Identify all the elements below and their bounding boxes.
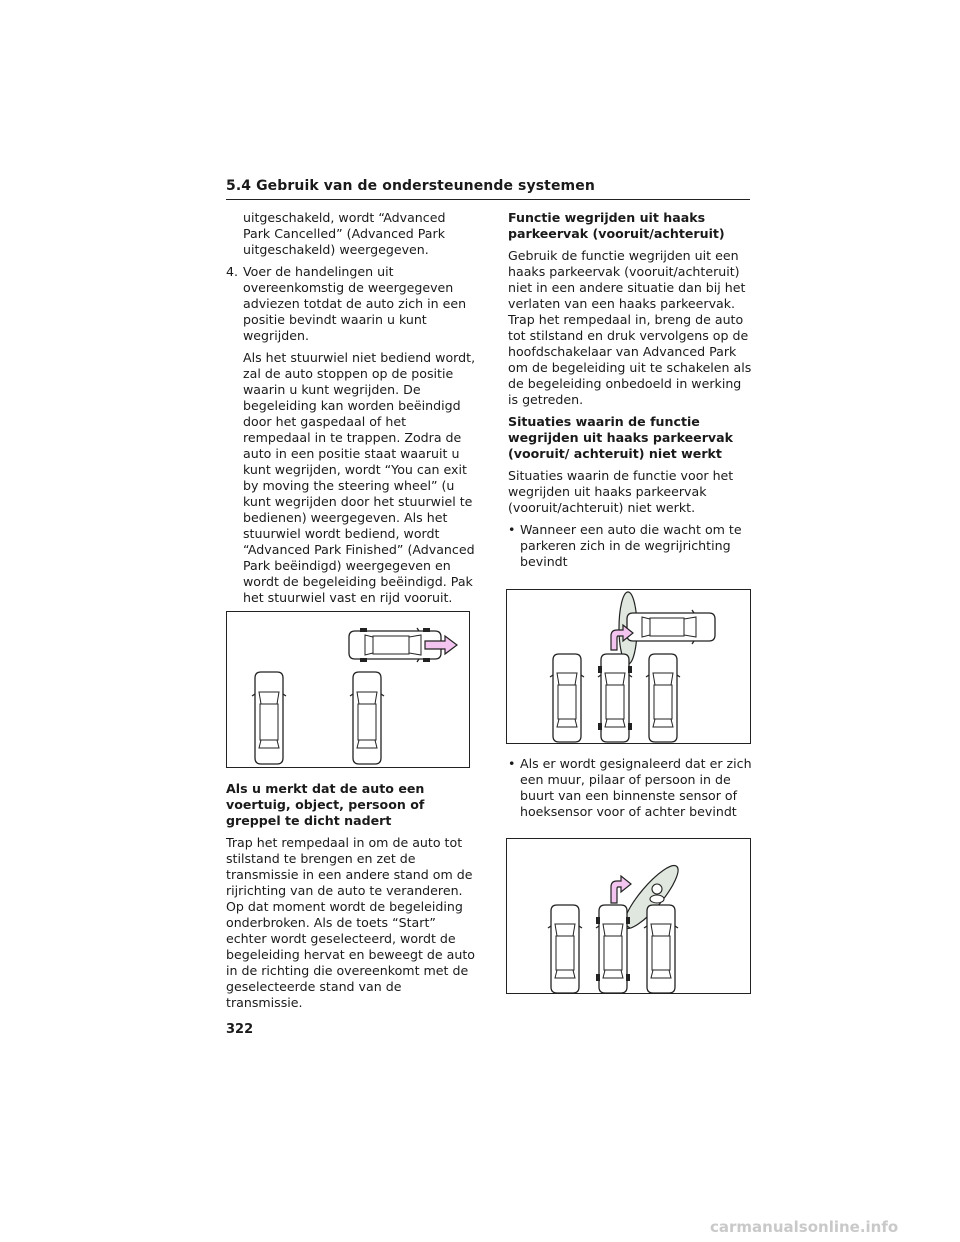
bullet-glyph: • — [508, 756, 516, 771]
left-column-lower — [226, 781, 476, 1017]
right-heading-2: Situaties waarin de functie wegrijden uit haaks parkeervak (vooruit/ achteruit) niet werkt — [508, 414, 733, 461]
step-4-text: Voer de handelingen uit overeenkomstig de weergegeven adviezen totdat de auto zich in een positie bevindt waarin u kunt wegrijden. — [243, 264, 467, 343]
parked-car-left — [252, 672, 286, 764]
direction-arrow — [611, 876, 631, 903]
parked-car-right — [646, 654, 680, 742]
parked-car-left — [550, 654, 584, 742]
bullet-1-text: Wanneer een auto die wacht om te parkeren zich in de wegrijrichting bevindt — [520, 522, 742, 569]
parked-car-own — [598, 654, 632, 742]
figure-sensor-obstacle — [506, 838, 751, 994]
left-paragraph: Trap het rempedaal in om de auto tot stilstand te brengen en zet de transmissie in een andere stand om de rijrichting van de auto te veranderen. Op dat moment wordt de begeleiding onderbroken. Als de toets “Start” echter wordt geselecteerd, wordt de begeleiding hervat en beweegt de auto in de richting die overeenkomt met de geselecteerde stand van de transmissie. — [226, 835, 476, 1010]
left-column — [226, 210, 476, 612]
page-header — [226, 178, 750, 194]
right-column-lower — [508, 756, 753, 826]
section-title: 5.4 Gebruik van de ondersteunende systemen — [226, 178, 595, 194]
watermark: carmanualsonline.info — [710, 1218, 899, 1236]
bullet-item-2 — [508, 756, 753, 820]
bullet-glyph: • — [508, 522, 516, 537]
bullet-2-text: Als er wordt gesignaleerd dat er zich een muur, pilaar of persoon in de buurt van een binnenste sensor of hoeksensor voor of achter bevindt — [520, 756, 752, 819]
step-4-paragraph: Als het stuurwiel niet bediend wordt, zal de auto stoppen op de positie waarin u kunt wegrijden. De begeleiding kan worden beëindigd door het gaspedaal of het rempedaal in te trappen. Zodra de auto in een positie staat waaruit u kunt wegrijden, wordt “You can exit by moving the steering wheel” (u kunt wegrijden door het stuurwiel te bedienen) weergegeven. Als het stuurwiel wordt bediend, wordt “Advanced Park Finished” (Advanced Park beëindigd) weergegeven en wordt de begeleiding beëindigd. Pak het stuurwiel vast en rijd vooruit. — [243, 350, 476, 605]
parked-car-right — [350, 672, 384, 764]
continued-paragraph: uitgeschakeld, wordt “Advanced Park Cancelled” (Advanced Park uitgeschakeld) weergegeven. — [243, 210, 446, 257]
parked-car-own — [596, 905, 630, 993]
parked-car-left — [548, 905, 582, 993]
right-paragraph-1: Gebruik de functie wegrijden uit een haaks parkeervak (vooruit/achteruit) niet in een andere situatie dan bij het verlaten van een haaks parkeervak. Trap het rempedaal in, breng de auto tot stilstand en druk vervolgens op de hoofdschakelaar van Advanced Park om de begeleiding uit te schakelen als de begeleiding onbedoeld in werking is getreden. — [508, 248, 752, 407]
waiting-car — [627, 610, 715, 644]
figure-exit-forward — [226, 611, 470, 768]
figure-waiting-car — [506, 589, 751, 744]
left-heading: Als u merkt dat de auto een voertuig, object, persoon of greppel te dicht nadert — [226, 781, 425, 828]
page-number: 322 — [226, 1022, 254, 1037]
right-heading-1: Functie wegrijden uit haaks parkeervak (vooruit/achteruit) — [508, 210, 725, 241]
step-4 — [226, 264, 476, 350]
step-number: 4. — [226, 264, 239, 279]
right-column — [508, 210, 753, 576]
right-paragraph-2: Situaties waarin de functie voor het wegrijden uit haaks parkeervak (vooruit/achteruit) niet werkt. — [508, 468, 734, 515]
header-rule — [226, 199, 750, 200]
parked-car-right — [644, 905, 678, 993]
bullet-item-1 — [508, 522, 753, 570]
